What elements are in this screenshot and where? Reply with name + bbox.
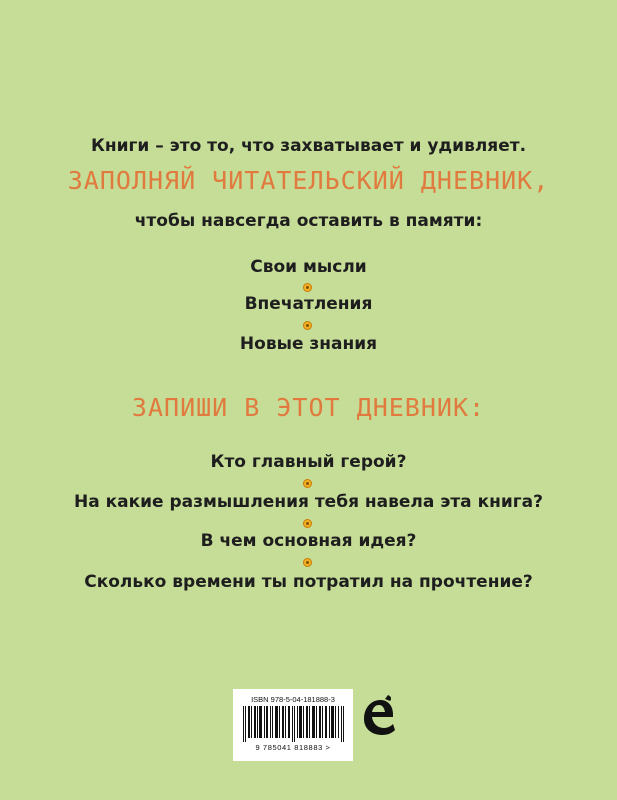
bullet-dot-icon [303,479,312,488]
memory-item: Свои мысли [250,257,367,277]
subline-text: чтобы навсегда оставить в памяти: [134,211,483,231]
memory-item: Новые знания [239,334,378,354]
question-item: На какие размышления тебя навела эта книга? [73,492,543,512]
isbn-label: ISBN 978-5-04-181888-3 [251,695,335,704]
fill-diary-heading: ЗАПОЛНЯЙ ЧИТАТЕЛЬСКИЙ ДНЕВНИК, [67,166,550,195]
barcode-bars [243,706,344,742]
bullet-dot-icon [303,519,312,528]
bullet-dot-icon [303,283,312,292]
barcode-digits: 9 785041 818883 > [255,743,331,752]
write-diary-heading: ЗАПИШИ В ЭТОТ ДНЕВНИК: [131,393,486,422]
memory-item: Впечатления [244,294,373,314]
question-item: Сколько времени ты потратил на прочтение? [84,572,533,592]
eksmo-e-logo-icon [358,689,398,745]
question-item: Кто главный герой? [210,452,407,472]
bullet-dot-icon [303,558,312,567]
bullet-dot-icon [303,321,312,330]
question-item: В чем основная идея? [200,531,417,551]
intro-text: Книги – это то, что захватывает и удивляет. [90,136,527,156]
barcode-block [233,689,353,761]
